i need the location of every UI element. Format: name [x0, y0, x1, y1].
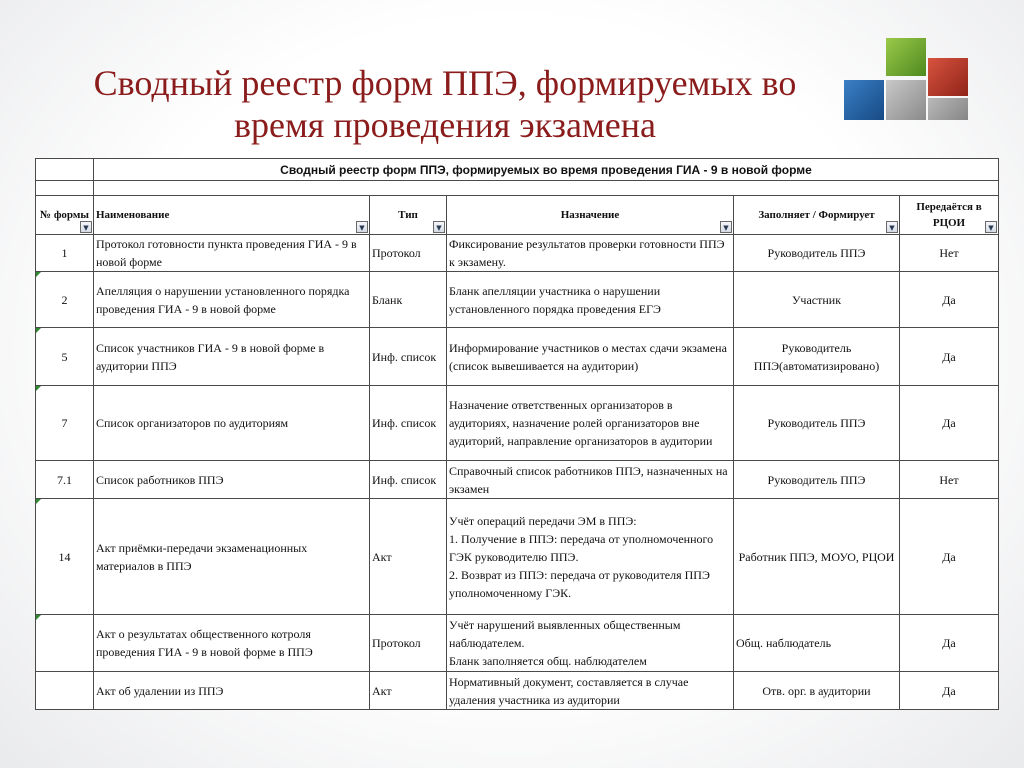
header-row	[36, 196, 999, 235]
logo-square-red	[928, 58, 968, 96]
cell-name: Акт об удалении из ППЭ	[94, 672, 370, 710]
cell-name: Список работников ППЭ	[94, 461, 370, 499]
cell-type: Акт	[370, 672, 447, 710]
cell-num: 1	[36, 235, 94, 272]
logo	[842, 36, 972, 126]
cell-filler: Руководитель ППЭ	[734, 461, 900, 499]
cell-num	[36, 672, 94, 710]
header-filler-label: Заполняет / Формирует	[758, 209, 875, 221]
cell-rcoi: Да	[900, 386, 999, 461]
cell-num-value: 2	[61, 292, 68, 307]
cell-rcoi: Да	[900, 499, 999, 615]
cell-type: Протокол	[370, 615, 447, 672]
header-name-label: Наименование	[96, 209, 170, 221]
cell-rcoi: Нет	[900, 235, 999, 272]
cell-type: Инф. список	[370, 328, 447, 386]
cell-purpose: Справочный список работников ППЭ, назначенных на экзамен	[447, 461, 734, 499]
chevron-down-icon[interactable]: ▼	[433, 221, 445, 233]
logo-square-gray	[886, 80, 926, 120]
cell-type: Инф. список	[370, 461, 447, 499]
cell-name: Список организаторов по аудиториям	[94, 386, 370, 461]
cell-purpose: Назначение ответственных организаторов в аудиториях, назначение ролей организаторов вне аудиторий, направление организаторов в аудитории	[447, 386, 734, 461]
cell-name: Протокол готовности пункта проведения ГИА - 9 в новой форме	[94, 235, 370, 272]
spacer-row	[36, 181, 999, 196]
cell-filler: Работник ППЭ, МОУО, РЦОИ	[734, 499, 900, 615]
cell-name: Апелляция о нарушении установленного порядка проведения ГИА - 9 в новой форме	[94, 272, 370, 328]
cell-name: Акт о результатах общественного котроля проведения ГИА - 9 в новой форме в ППЭ	[94, 615, 370, 672]
caption-row	[36, 159, 999, 181]
blank-cell	[36, 181, 94, 196]
header-num	[36, 196, 94, 235]
cell-num-value: 14	[58, 549, 71, 564]
cell-filler: Общ. наблюдатель	[734, 615, 900, 672]
header-filler	[734, 196, 900, 235]
chevron-down-icon[interactable]: ▼	[886, 221, 898, 233]
chevron-down-icon[interactable]: ▼	[80, 221, 92, 233]
header-rcoi	[900, 196, 999, 235]
comment-marker	[36, 272, 41, 277]
cell-rcoi: Да	[900, 272, 999, 328]
header-rcoi-label: Передаётся в РЦОИ	[916, 201, 982, 229]
cell-rcoi: Да	[900, 328, 999, 386]
header-purpose	[447, 196, 734, 235]
blank-cell	[94, 181, 999, 196]
cell-filler: Руководитель ППЭ	[734, 386, 900, 461]
header-type	[370, 196, 447, 235]
cell-name: Акт приёмки-передачи экзаменационных материалов в ППЭ	[94, 499, 370, 615]
comment-marker	[36, 499, 41, 504]
page-title: Сводный реестр форм ППЭ, формируемых во время проведения экзамена	[93, 63, 797, 145]
cell-rcoi: Да	[900, 615, 999, 672]
cell-name: Список участников ГИА - 9 в новой форме в аудитории ППЭ	[94, 328, 370, 386]
table-row	[36, 272, 999, 328]
cell-type: Бланк	[370, 272, 447, 328]
cell-purpose: Учёт нарушений выявленных общественным наблюдателем. Бланк заполняется общ. наблюдателем	[447, 615, 734, 672]
cell-purpose: Информирование участников о местах сдачи экзамена (список вывешивается на аудитории)	[447, 328, 734, 386]
table-row	[36, 386, 999, 461]
cell-num	[36, 615, 94, 672]
table-row	[36, 615, 999, 672]
table-row	[36, 672, 999, 710]
cell-filler: Руководитель ППЭ(автоматизировано)	[734, 328, 900, 386]
cell-rcoi: Да	[900, 672, 999, 710]
comment-marker	[36, 328, 41, 333]
logo-square-green	[886, 38, 926, 76]
cell-purpose: Бланк апелляции участника о нарушении установленного порядка проведения ЕГЭ	[447, 272, 734, 328]
comment-marker	[36, 615, 41, 620]
cell-rcoi: Нет	[900, 461, 999, 499]
cell-filler: Руководитель ППЭ	[734, 235, 900, 272]
cell-num	[36, 272, 94, 328]
blank-cell	[36, 159, 94, 181]
header-name	[94, 196, 370, 235]
cell-num	[36, 499, 94, 615]
cell-type: Акт	[370, 499, 447, 615]
table-row	[36, 499, 999, 615]
chevron-down-icon[interactable]: ▼	[720, 221, 732, 233]
chevron-down-icon[interactable]: ▼	[356, 221, 368, 233]
cell-num-value: 5	[61, 349, 68, 364]
cell-num: 7.1	[36, 461, 94, 499]
cell-purpose: Нормативный документ, составляется в случае удаления участника из аудитории	[447, 672, 734, 710]
table-caption: Сводный реестр форм ППЭ, формируемых во время проведения ГИА - 9 в новой форме	[94, 159, 999, 181]
table-row	[36, 235, 999, 272]
logo-square-blue	[844, 80, 884, 120]
table-row	[36, 328, 999, 386]
header-type-label: Тип	[398, 209, 418, 221]
cell-purpose: Учёт операций передачи ЭМ в ППЭ: 1. Получение в ППЭ: передача от уполномоченного ГЭК руководителю ППЭ. 2. Возврат из ППЭ: передача от руководителя ППЭ уполномоченному ГЭК.	[447, 499, 734, 615]
cell-filler: Отв. орг. в аудитории	[734, 672, 900, 710]
table-row	[36, 461, 999, 499]
cell-type: Протокол	[370, 235, 447, 272]
header-purpose-label: Назначение	[560, 209, 620, 221]
logo-square-gray-small	[928, 98, 968, 120]
cell-num	[36, 328, 94, 386]
cell-type: Инф. список	[370, 386, 447, 461]
chevron-down-icon[interactable]: ▼	[985, 221, 997, 233]
cell-num-value: 7	[61, 416, 68, 430]
cell-num	[36, 386, 94, 461]
cell-purpose: Фиксирование результатов проверки готовности ППЭ к экзамену.	[447, 235, 734, 272]
forms-register-table	[35, 158, 999, 710]
cell-filler: Участник	[734, 272, 900, 328]
comment-marker	[36, 386, 41, 391]
header-num-label: № формы	[40, 209, 89, 221]
